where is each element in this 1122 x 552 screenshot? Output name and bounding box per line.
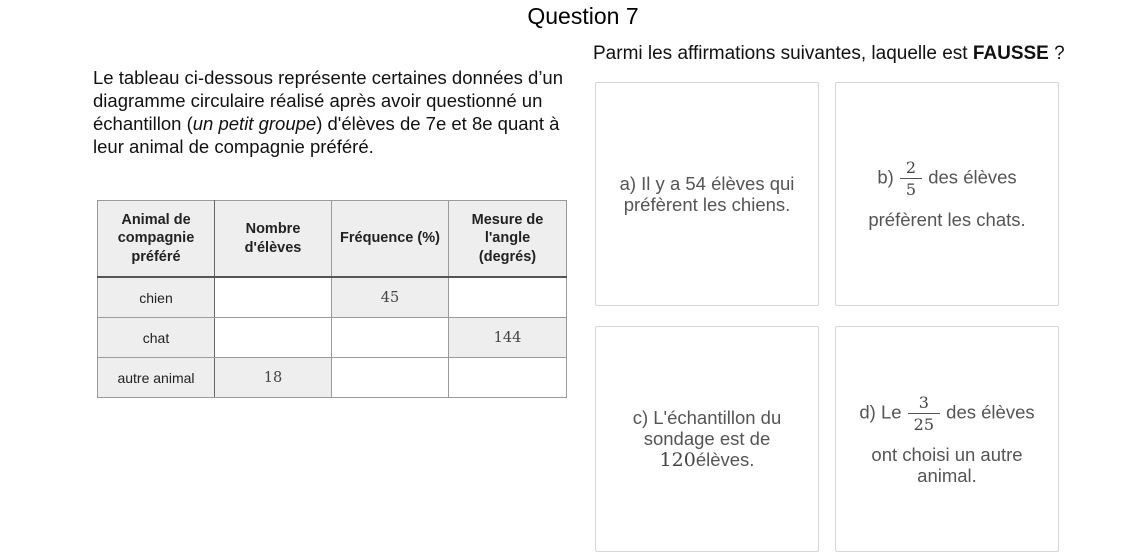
cell-count: 18: [215, 358, 332, 398]
prompt-bold-word: FAUSSE: [972, 43, 1049, 64]
cell-animal: chien: [98, 277, 215, 318]
cell-angle: [449, 358, 567, 398]
intro-part2: ) d'élèves de 7e et 8e quant à leur animal de compagnie préféré.: [93, 113, 560, 157]
cell-frequency: [332, 318, 449, 358]
cell-animal: autre animal: [98, 358, 215, 398]
prompt-end: ?: [1048, 43, 1065, 64]
cell-angle: [449, 277, 567, 318]
header-count: Nombre d'élèves: [215, 201, 332, 278]
intro-part1: Le tableau ci-dessous représente certaines données d’un diagramme circulaire réalisé après avoir questionné un échantillon (: [93, 67, 564, 134]
option-a-card[interactable]: [595, 82, 819, 306]
cell-animal: chat: [98, 318, 215, 358]
option-c-number: 120: [659, 449, 696, 471]
fraction-numerator: 3: [918, 392, 929, 412]
table-row: [98, 277, 567, 318]
option-b-prefix: b): [877, 166, 894, 188]
fraction-denominator: 25: [913, 414, 935, 434]
option-d-prefix: d) Le: [859, 400, 902, 422]
cell-angle: 144: [449, 318, 567, 358]
option-b-after: des élèves: [928, 166, 1017, 188]
table-row: [98, 358, 567, 398]
header-frequency: Fréquence (%): [332, 201, 449, 278]
option-b-line2: préfèrent les chats.: [868, 209, 1026, 230]
option-d-card[interactable]: [835, 326, 1059, 552]
fraction-denominator: 5: [905, 180, 917, 199]
prompt-text: Parmi les affirmations suivantes, laquelle est: [593, 43, 973, 64]
option-d-line2: ont choisi un autre animal.: [871, 443, 1023, 486]
question-prompt: [593, 43, 1065, 65]
intro-italic: un petit groupe: [192, 113, 317, 134]
intro-paragraph: [93, 66, 573, 158]
cell-count: [215, 318, 332, 358]
header-angle: Mesure de l'angle (degrés): [449, 201, 567, 278]
fraction-numerator: 2: [905, 158, 917, 177]
option-a-text: a) Il y a 54 élèves qui préfèrent les chiens.: [619, 173, 795, 215]
table-row: [98, 318, 567, 358]
question-title: Question 7: [527, 3, 639, 29]
table-header-row: [98, 201, 567, 278]
option-c-card[interactable]: [595, 326, 819, 552]
option-d-fraction: [911, 393, 937, 434]
option-b-fraction: [903, 158, 919, 199]
header-animal: Animal de compagnie préféré: [98, 201, 215, 278]
cell-frequency: [332, 358, 449, 398]
cell-count: [215, 277, 332, 318]
option-c-after: élèves.: [695, 449, 755, 470]
option-d-after: des élèves: [946, 400, 1035, 422]
option-c-text: c) L'échantillon du sondage est de: [632, 407, 782, 449]
option-b-card[interactable]: [835, 82, 1059, 306]
cell-frequency: 45: [332, 277, 449, 318]
data-table: [97, 200, 567, 398]
